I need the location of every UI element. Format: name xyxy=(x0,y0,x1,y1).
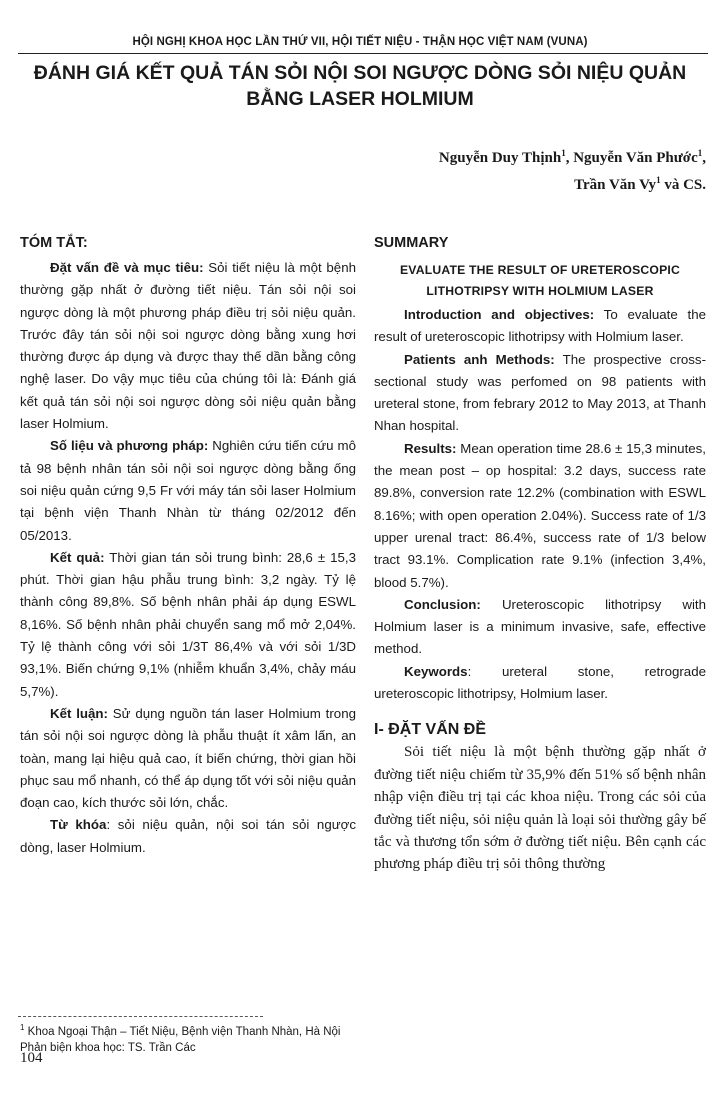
body-paragraph: Sỏi tiết niệu là một bệnh thường gặp nhất ở đường tiết niệu chiếm từ 35,9% đến 51% số bệnh nhân nhập viện điều trị tại các khoa niệu. Trong các sỏi của đường tiết niệu, sỏi niệu quản là loại sỏi thường gây bế tắc và thương tổn sớm ở đường tiết niệu. Bên cạnh các phương pháp điều trị sỏi thông thường xyxy=(374,744,706,873)
english-summary xyxy=(374,232,706,876)
paragraph-label: Kết quả: xyxy=(50,549,105,565)
summary-paragraph xyxy=(374,349,706,438)
footnote-reviewer: Phản biện khoa học: TS. Trần Các xyxy=(20,1041,196,1054)
paragraph-text: Mean operation time 28.6 ± 15,3 minutes, the mean post – op hospital: 3.2 days, success rate 89.8%, conversion rate 12.2% (combination with ESWL 8.16%; with open operation 2.04%). Success rate of 1/3 upper urenal tract: 86.4%, success rate of 1/3 below tract 93.1%. Complication rate 9.1% (infection 3,4%, blood 5.7%). xyxy=(374,440,706,590)
abstract-heading: TÓM TẮT: xyxy=(20,235,88,251)
paragraph-text: Sử dụng nguồn tán laser Holmium trong tán sỏi nội soi ngược dòng là phẫu thuật ít xâm lấn, an toàn, mang lại hiệu quả cao, ít biến chứng, thời gian hồi phục sau mổ nhanh, có thể áp dụng tốt với sỏi niệu quản đoạn cao, kích thước sỏi lớn, chắc. xyxy=(20,705,356,811)
abstract-paragraph xyxy=(20,814,356,859)
abstract-paragraph xyxy=(20,703,356,814)
author-etal: và CS. xyxy=(660,177,706,193)
footnote xyxy=(20,1020,520,1056)
summary-paragraph xyxy=(374,661,706,706)
paragraph-text: The prospective cross-sectional study was perfomed on 98 patients with ureteral stone, from febrary 2012 to May 2013, at Thanh Nhan hospital. xyxy=(374,351,706,434)
paragraph-text: Sỏi tiết niệu là một bệnh thường gặp nhất ở đường tiết niệu. Tán sỏi nội soi ngược dòng là một phương pháp điều trị sỏi niệu quản. Trước đây tán sỏi nội soi ngược dòng bằng xung hơi thường được áp dụng và được thay thế dần bằng công nghệ laser. Do vậy mục tiêu của chúng tôi là: Đánh giá kết quả tán sỏi nội soi ngược dòng sỏi niệu quản bằng laser Holmium. xyxy=(20,260,356,432)
paragraph-text: Nghiên cứu tiến cứu mô tả 98 bệnh nhân tán sỏi nội soi ngược dòng bằng ống soi niệu quản cứng 9,5 Fr với máy tán sỏi laser Holmium tại bệnh viện Thanh Nhàn từ tháng 02/2012 đến 05/2013. xyxy=(20,438,356,543)
affiliation-sup: 1 xyxy=(20,1023,25,1032)
abstract-paragraph xyxy=(20,435,356,546)
paragraph-text: Thời gian tán sỏi trung bình: 28,6 ± 15,3 phút. Thời gian hậu phẫu trung bình: 3,2 ngày. Tỷ lệ thành công 89,8%. Số bệnh nhân phải áp dụng ESWL 8,16%. Số bệnh nhân phải chuyển sang mổ mở 2,04%. Tỷ lệ thành công với sỏi 1/3T 86,4% và với sỏi 1/3D 93,1%. Biến chứng 9,1% (nhiễm khuẩn 3,4%, chảy máu 5,7%). xyxy=(20,549,356,699)
footnote-affiliation-text: Khoa Ngoại Thận – Tiết Niệu, Bệnh viện Thanh Nhàn, Hà Nội xyxy=(24,1025,341,1038)
summary-heading: SUMMARY xyxy=(374,235,449,251)
authors-line-2 xyxy=(306,169,706,196)
paragraph-label: Introduction and objectives: xyxy=(404,307,595,322)
summary-subtitle: EVALUATE THE RESULT OF URETEROSCOPIC LITHOTRIPSY WITH HOLMIUM LASER xyxy=(399,263,681,298)
header-rule xyxy=(18,53,708,54)
paragraph-label: Results: xyxy=(404,440,457,456)
author-name: , Nguyễn Văn Phước xyxy=(565,150,698,166)
paragraph-text: Ureteroscopic lithotripsy with Holmium laser is a minimum invasive, safe, effective method. xyxy=(374,596,706,657)
affiliation-sup: 1 xyxy=(561,148,566,158)
footnote-affiliation xyxy=(20,1020,520,1040)
paragraph-label: Kết luận: xyxy=(50,705,108,721)
paper-title: ĐÁNH GIÁ KẾT QUẢ TÁN SỎI NỘI SOI NGƯỢC DÒNG SỎI NIỆU QUẢN BẰNG LASER HOLMIUM xyxy=(33,62,687,110)
abstract-paragraph xyxy=(20,257,356,435)
paragraph-label: Conclusion: xyxy=(404,596,481,612)
vietnamese-abstract xyxy=(20,232,356,859)
affiliation-sup: 1 xyxy=(697,148,703,158)
conference-header: HỘI NGHỊ KHOA HỌC LẦN THỨ VII, HỘI TIẾT NIỆU - THẬN HỌC VIỆT NAM (VUNA) xyxy=(132,36,588,48)
author-sep: , xyxy=(702,150,706,166)
paragraph-text: : sỏi niệu quản, nội soi tán sỏi ngược dòng, laser Holmium. xyxy=(20,817,356,855)
paragraph-label: Patients anh Methods: xyxy=(404,351,555,367)
abstract-paragraph xyxy=(20,547,356,703)
footnote-rule xyxy=(18,1016,263,1017)
summary-paragraph xyxy=(374,594,706,661)
paragraph-text: To evaluate the result of ureteroscopic lithotripsy with Holmium laser. xyxy=(374,307,706,345)
summary-paragraph xyxy=(374,438,706,594)
author-name: Nguyễn Duy Thịnh xyxy=(438,150,562,166)
authors xyxy=(306,142,706,196)
affiliation-sup: 1 xyxy=(656,175,661,185)
paragraph-label: Từ khóa xyxy=(50,817,107,833)
section-heading: I- ĐẶT VẤN ĐỀ xyxy=(374,721,486,739)
author-name: Trần Văn Vy xyxy=(574,177,657,193)
authors-line-1 xyxy=(306,142,706,169)
paragraph-text: : ureteral stone, retrograde ureteroscopic lithotripsy, Holmium laser. xyxy=(374,663,706,702)
paragraph-label: Số liệu và phương pháp: xyxy=(50,438,209,454)
page-number: 104 xyxy=(20,1050,43,1066)
summary-paragraph xyxy=(374,304,706,349)
paragraph-label: Đặt vấn đề và mục tiêu: xyxy=(50,260,204,275)
paragraph-label: Keywords xyxy=(404,663,468,679)
